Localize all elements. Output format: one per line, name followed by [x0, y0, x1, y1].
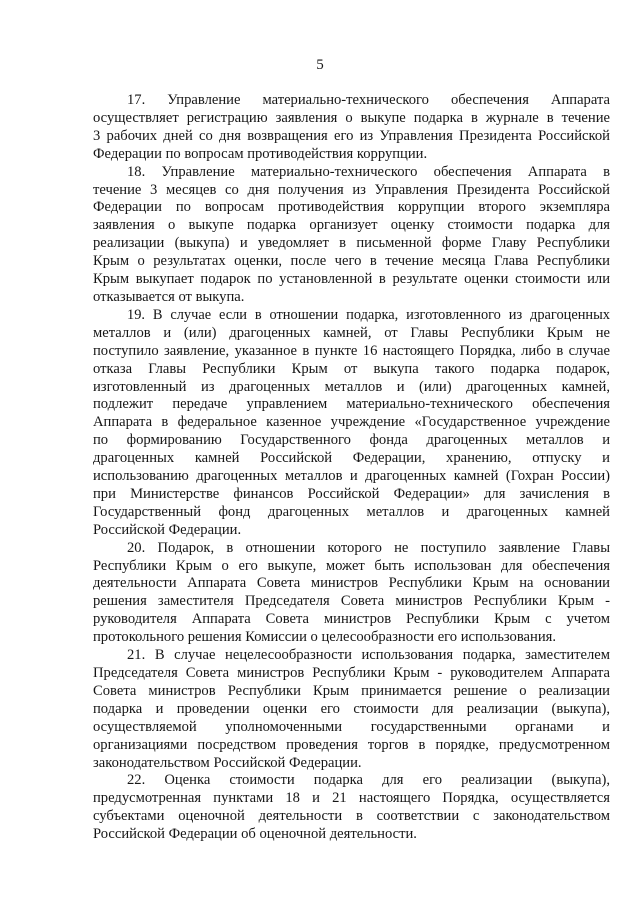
text-line: подлежит передаче управлением материально-технического обеспечения: [93, 396, 610, 413]
text-line: решения заместителя Председателя Совета министров Республики Крым -: [93, 593, 610, 610]
text-line: заявления о выкупе подарка организует оценку стоимости подарка для: [93, 217, 610, 234]
text-line: Совета министров Республики Крым принимается решение о реализации: [93, 682, 610, 699]
paragraph-22: [93, 772, 610, 844]
text-line: металлов и (или) драгоценных камней, от Главы Республики Крым не: [93, 324, 610, 341]
text-line: руководителя Аппарата Совета министров Республики Крым с учетом: [93, 611, 610, 628]
paragraph-17: [93, 92, 610, 164]
text-line: Председателя Совета министров Республики Крым - руководителем Аппарата: [93, 665, 610, 681]
paragraph-20: [93, 540, 610, 647]
text-line: по формированию Государственного фонда драгоценных металлов и: [93, 432, 610, 449]
text-line: осуществляемой уполномоченными государственными органами и: [93, 718, 610, 735]
paragraph-18: [93, 164, 610, 307]
text-line: осуществляет регистрацию заявления о выкупе подарка в журнале в течение: [93, 109, 610, 126]
text-line: отказывается от выкупа.: [93, 288, 245, 305]
text-line: предусмотренная пунктами 18 и 21 настоящего Порядка, осуществляется: [93, 790, 610, 807]
text-line: Крым выкупает подарок по установленной в результате оценки стоимости или: [93, 271, 610, 288]
text-line: протокольного решения Комиссии о целесообразности его использования.: [93, 629, 557, 646]
text-line: при Министерстве финансов Российской Федерации» для зачисления в: [93, 485, 610, 502]
text-line: драгоценных камней Российской Федерации, хранению, отпуску и: [93, 450, 610, 467]
page-number: 5: [316, 57, 324, 73]
document-body: [93, 92, 610, 844]
text-line: субъектами оценочной деятельности в соответствии с законодательством: [93, 808, 610, 825]
text-line: организациями посредством проведения торгов в порядке, предусмотренном: [93, 736, 610, 753]
text-line: Федерации по вопросам противодействия коррупции.: [93, 145, 428, 162]
text-line: Крым о результатах оценки, после чего в течение месяца Глава Республики: [93, 253, 610, 270]
text-line: 22. Оценка стоимости подарка для его реализации (выкупа),: [127, 772, 610, 789]
text-line: Российской Федерации.: [93, 521, 242, 538]
text-line: деятельности Аппарата Совета министров Республики Крым на основании: [93, 575, 610, 592]
text-line: 18. Управление материально-технического обеспечения Аппарата в: [127, 163, 610, 180]
text-line: Республики Крым о его выкупе, может быть использован для обеспечения: [93, 557, 610, 574]
paragraph-21: [93, 647, 610, 772]
text-line: 20. Подарок, в отношении которого не поступило заявление Главы: [127, 539, 610, 556]
text-line: 19. В случае если в отношении подарка, изготовленного из драгоценных: [127, 306, 610, 323]
text-line: 3 рабочих дней со дня возвращения его из Управления Президента Российской: [93, 127, 610, 144]
text-line: отказа Главы Республики Крым от выкупа такого подарка подарок,: [93, 360, 610, 377]
text-line: 21. В случае нецелесообразности использования подарка, заместителем: [127, 647, 610, 664]
text-line: 17. Управление материально-технического обеспечения Аппарата: [127, 92, 610, 108]
text-line: изготовленный из драгоценных металлов и (или) драгоценных камней,: [93, 378, 610, 395]
text-line: поступило заявление, указанное в пункте 16 настоящего Порядка, либо в случае: [93, 342, 610, 359]
text-line: подарка и проведении оценки его стоимости для реализации (выкупа),: [93, 700, 610, 717]
text-line: течение 3 месяцев со дня получения из Управления Президента Российской: [93, 181, 610, 198]
text-line: реализации (выкупа) и уведомляет в письменной форме Главу Республики: [93, 235, 610, 252]
text-line: Российской Федерации об оценочной деятельности.: [93, 826, 417, 843]
paragraph-19: [93, 307, 610, 540]
text-line: Федерации по вопросам противодействия коррупции второго экземпляра: [93, 199, 610, 216]
text-line: Государственный фонд драгоценных металлов и драгоценных камней: [93, 503, 610, 520]
text-line: законодательством Российской Федерации.: [93, 754, 362, 771]
text-line: использованию драгоценных металлов и драгоценных камней (Гохран России): [93, 468, 610, 485]
text-line: Аппарата в федеральное казенное учреждение «Государственное учреждение: [93, 414, 610, 431]
